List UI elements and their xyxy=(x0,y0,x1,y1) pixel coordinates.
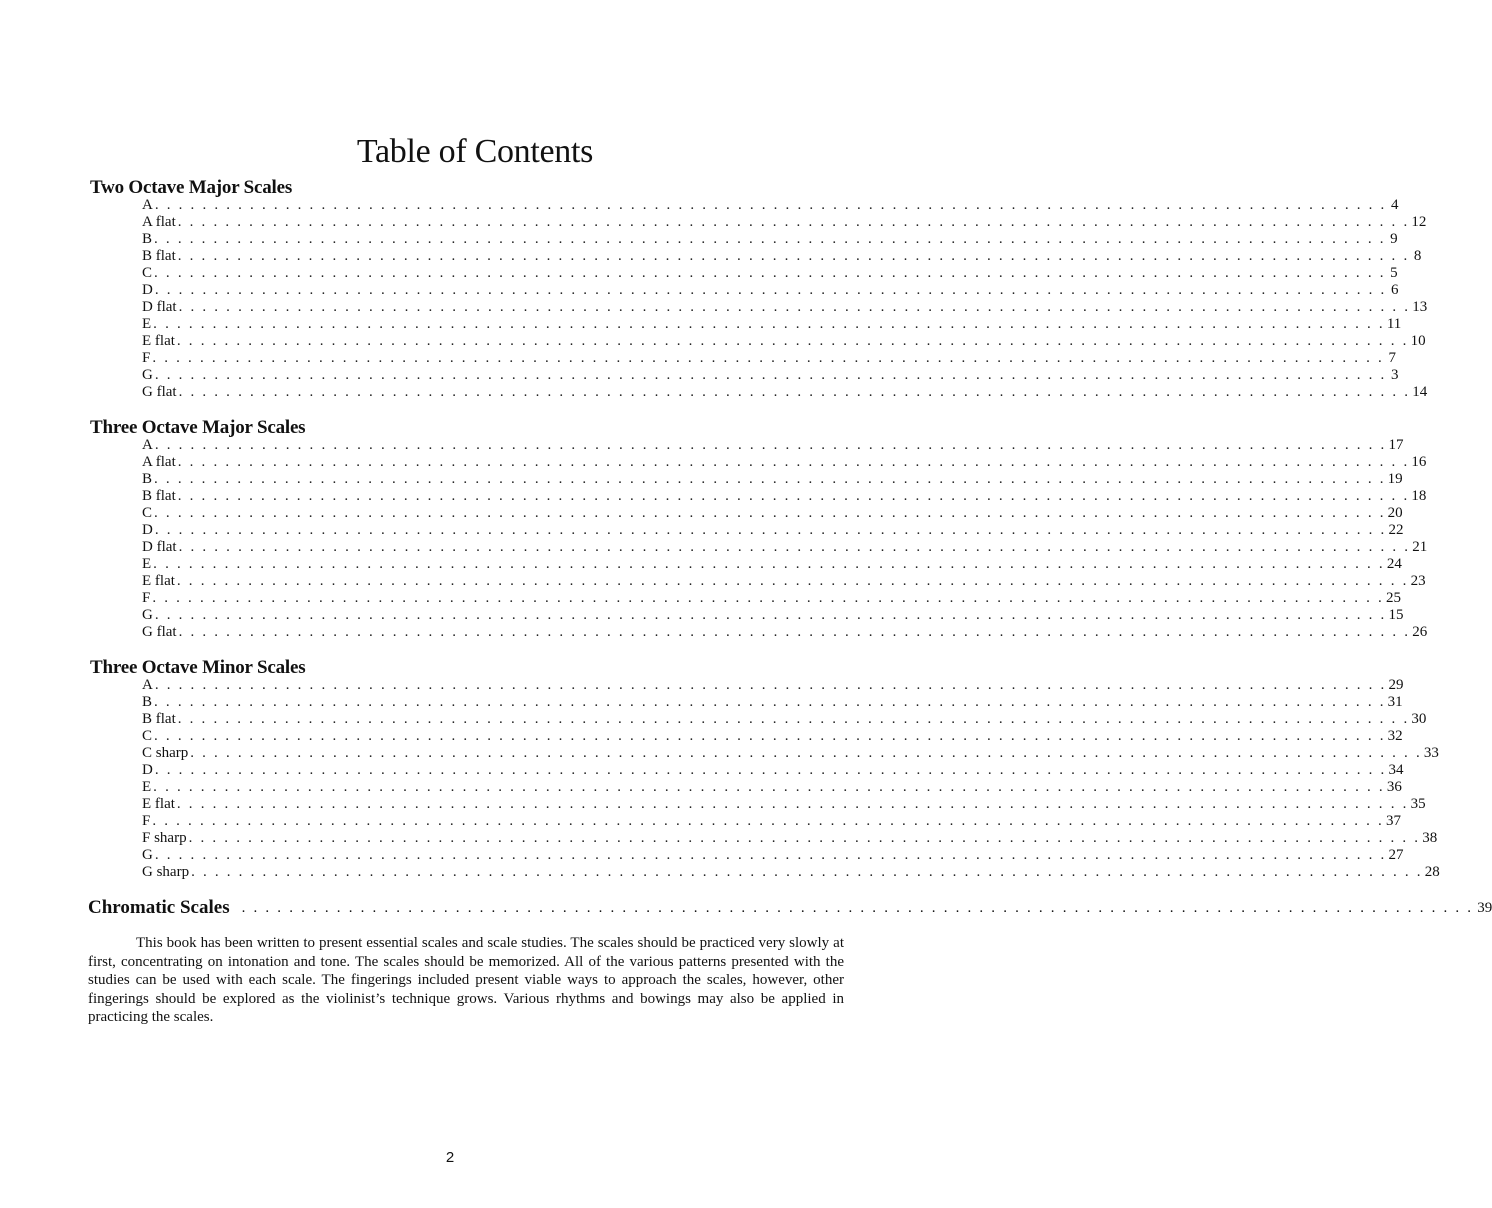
intro-paragraph: This book has been written to present essential scales and scale studies. The scales should be practiced very slowly at first, concentrating on intonation and tone. The scales should be memorized. All of the various patterns presented with the studies can be used with each scale. The fingerings included present viable ways to approach the scales, however, other fingerings should be explored as the violinist’s technique grows. Various rhythms and bowings may also be applied in practicing the scales. xyxy=(88,935,844,1025)
toc-entry[interactable] xyxy=(142,539,1428,556)
entry-label: D xyxy=(142,762,153,778)
entry-label: G xyxy=(142,607,153,623)
entry-page: 5 xyxy=(1390,265,1398,281)
entry-page: 27 xyxy=(1388,847,1404,863)
entry-page: 13 xyxy=(1412,299,1428,315)
toc-entry[interactable] xyxy=(142,813,1401,830)
toc-entry[interactable] xyxy=(142,282,1399,299)
entry-label: F xyxy=(142,813,151,829)
entry-page: 33 xyxy=(1423,745,1439,761)
entry-label: C xyxy=(142,505,153,521)
toc-entry[interactable] xyxy=(142,505,1403,522)
toc-section-three-octave-major xyxy=(90,417,1428,641)
toc-entry[interactable] xyxy=(142,197,1399,214)
dot-leader: . . . . . . . . . . . . . . . . . . . . . . . . . . . . . . . . . . . . . . . . . . . . . . . . . . . . . . . . . . . . . . . . . . . . . . . . . . . . . . . . . . . . . . . . . . . . . . . . . . . . . . . . xyxy=(153,556,1385,572)
entry-page: 32 xyxy=(1387,728,1403,744)
toc-entry[interactable] xyxy=(142,728,1403,745)
entry-label: B xyxy=(142,471,153,487)
toc-entry[interactable] xyxy=(142,607,1404,624)
dot-leader: . . . . . . . . . . . . . . . . . . . . . . . . . . . . . . . . . . . . . . . . . . . . . . . . . . . . . . . . . . . . . . . . . . . . . . . . . . . . . . . . . . . . . . . . . . . . . . . . . . . . . . . . xyxy=(178,384,1411,400)
dot-leader: . . . . . . . . . . . . . . . . . . . . . . . . . . . . . . . . . . . . . . . . . . . . . . . . . . . . . . . . . . . . . . . . . . . . . . . . . . . . . . . . . . . . . . . . . . . . . . . . . . . . . . . . xyxy=(176,333,1409,349)
dot-leader: . . . . . . . . . . . . . . . . . . . . . . . . . . . . . . . . . . . . . . . . . . . . . . . . . . . . . . . . . . . . . . . . . . . . . . . . . . . . . . . . . . . . . . . . . . . . . . . . . . . . . . . . xyxy=(154,282,1387,298)
entry-page: 6 xyxy=(1391,282,1399,298)
entry-label: B flat xyxy=(142,488,176,504)
entry-page: 9 xyxy=(1390,231,1398,247)
entry-label: E flat xyxy=(142,333,175,349)
dot-leader: . . . . . . . . . . . . . . . . . . . . . . . . . . . . . . . . . . . . . . . . . . . . . . . . . . . . . . . . . . . . . . . . . . . . . . . . . . . . . . . . . . . . . . . . . . . . . . . . . . . . . . . . xyxy=(154,677,1387,693)
dot-leader: . . . . . . . . . . . . . . . . . . . . . . . . . . . . . . . . . . . . . . . . . . . . . . . . . . . . . . . . . . . . . . . . . . . . . . . . . . . . . . . . . . . . . . . . . . . . . . . . . . . . . . . . xyxy=(154,231,1386,247)
entry-label: F xyxy=(142,590,151,606)
entry-page: 10 xyxy=(1410,333,1426,349)
toc-entry[interactable] xyxy=(142,367,1399,384)
section-heading: Three Octave Major Scales xyxy=(90,417,306,438)
entry-label: B flat xyxy=(142,248,176,264)
entry-page: 22 xyxy=(1388,522,1404,538)
toc-entry[interactable] xyxy=(142,677,1404,694)
entry-page: 4 xyxy=(1391,197,1399,213)
entry-page: 15 xyxy=(1388,607,1404,623)
entry-page: 31 xyxy=(1387,694,1403,710)
toc-entry[interactable] xyxy=(142,711,1427,728)
toc-entry[interactable] xyxy=(142,316,1402,333)
toc-entry[interactable] xyxy=(142,231,1398,248)
entry-page: 12 xyxy=(1411,214,1427,230)
dot-leader: . . . . . . . . . . . . . . . . . . . . . . . . . . . . . . . . . . . . . . . . . . . . . . . . . . . . . . . . . . . . . . . . . . . . . . . . . . . . . . . . . . . . . . . . . . . . . . . . . . . . . . . . xyxy=(241,900,1474,916)
toc-entry[interactable] xyxy=(142,864,1440,881)
entry-label: E flat xyxy=(142,573,175,589)
dot-leader: . . . . . . . . . . . . . . . . . . . . . . . . . . . . . . . . . . . . . . . . . . . . . . . . . . . . . . . . . . . . . . . . . . . . . . . . . . . . . . . . . . . . . . . . . . . . . . . . . . . . . . . . xyxy=(177,711,1410,727)
entry-label: A xyxy=(142,197,153,213)
entry-label: B xyxy=(142,694,153,710)
dot-leader: . . . . . . . . . . . . . . . . . . . . . . . . . . . . . . . . . . . . . . . . . . . . . . . . . . . . . . . . . . . . . . . . . . . . . . . . . . . . . . . . . . . . . . . . . . . . . . . . . . . . . . . . xyxy=(154,694,1386,710)
entry-label: D flat xyxy=(142,539,177,555)
toc-entry[interactable] xyxy=(142,333,1426,350)
entry-label: E xyxy=(142,556,152,572)
entry-page: 26 xyxy=(1412,624,1428,640)
toc-entry[interactable] xyxy=(142,779,1402,796)
toc-entry[interactable] xyxy=(142,265,1398,282)
toc-entries xyxy=(142,437,1428,641)
entry-label: A flat xyxy=(142,454,176,470)
dot-leader: . . . . . . . . . . . . . . . . . . . . . . . . . . . . . . . . . . . . . . . . . . . . . . . . . . . . . . . . . . . . . . . . . . . . . . . . . . . . . . . . . . . . . . . . . . . . . . . . . . . . . . . . xyxy=(154,607,1387,623)
dot-leader: . . . . . . . . . . . . . . . . . . . . . . . . . . . . . . . . . . . . . . . . . . . . . . . . . . . . . . . . . . . . . . . . . . . . . . . . . . . . . . . . . . . . . . . . . . . . . . . . . . . . . . . . xyxy=(153,316,1385,332)
toc-entry[interactable] xyxy=(142,590,1401,607)
toc-entry[interactable] xyxy=(142,350,1396,367)
dot-leader: . . . . . . . . . . . . . . . . . . . . . . . . . . . . . . . . . . . . . . . . . . . . . . . . . . . . . . . . . . . . . . . . . . . . . . . . . . . . . . . . . . . . . . . . . . . . . . . . . . . . . . . . xyxy=(178,539,1411,555)
entry-page: 34 xyxy=(1388,762,1404,778)
section-heading: Three Octave Minor Scales xyxy=(90,657,306,678)
dot-leader: . . . . . . . . . . . . . . . . . . . . . . . . . . . . . . . . . . . . . . . . . . . . . . . . . . . . . . . . . . . . . . . . . . . . . . . . . . . . . . . . . . . . . . . . . . . . . . . . . . . . . . . . xyxy=(154,847,1387,863)
entry-page: 16 xyxy=(1411,454,1427,470)
entry-label: G flat xyxy=(142,384,177,400)
entry-page: 11 xyxy=(1386,316,1402,332)
dot-leader: . . . . . . . . . . . . . . . . . . . . . . . . . . . . . . . . . . . . . . . . . . . . . . . . . . . . . . . . . . . . . . . . . . . . . . . . . . . . . . . . . . . . . . . . . . . . . . . . . . . . . . . . xyxy=(153,779,1385,795)
dot-leader: . . . . . . . . . . . . . . . . . . . . . . . . . . . . . . . . . . . . . . . . . . . . . . . . . . . . . . . . . . . . . . . . . . . . . . . . . . . . . . . . . . . . . . . . . . . . . . . . . . . . . . . . xyxy=(152,813,1384,829)
entry-page: 7 xyxy=(1388,350,1396,366)
dot-leader: . . . . . . . . . . . . . . . . . . . . . . . . . . . . . . . . . . . . . . . . . . . . . . . . . . . . . . . . . . . . . . . . . . . . . . . . . . . . . . . . . . . . . . . . . . . . . . . . . . . . . . . . xyxy=(177,488,1410,504)
section-heading: Two Octave Major Scales xyxy=(90,177,293,198)
dot-leader: . . . . . . . . . . . . . . . . . . . . . . . . . . . . . . . . . . . . . . . . . . . . . . . . . . . . . . . . . . . . . . . . . . . . . . . . . . . . . . . . . . . . . . . . . . . . . . . . . . . . . . . . xyxy=(154,197,1387,213)
entry-label: E flat xyxy=(142,796,175,812)
entry-page: 14 xyxy=(1412,384,1428,400)
entry-label: E xyxy=(142,316,152,332)
page-title: Table of Contents xyxy=(356,133,594,170)
dot-leader: . . . . . . . . . . . . . . . . . . . . . . . . . . . . . . . . . . . . . . . . . . . . . . . . . . . . . . . . . . . . . . . . . . . . . . . . . . . . . . . . . . . . . . . . . . . . . . . . . . . . . . . . xyxy=(152,590,1384,606)
entry-label: D xyxy=(142,522,153,538)
entry-page: 25 xyxy=(1386,590,1401,606)
entry-label: A flat xyxy=(142,214,176,230)
toc-entries xyxy=(142,197,1428,401)
dot-leader: . . . . . . . . . . . . . . . . . . . . . . . . . . . . . . . . . . . . . . . . . . . . . . . . . . . . . . . . . . . . . . . . . . . . . . . . . . . . . . . . . . . . . . . . . . . . . . . . . . . . . . . . xyxy=(152,350,1384,366)
entry-page: 38 xyxy=(1422,830,1438,846)
entry-label: C xyxy=(142,265,153,281)
entry-page: 30 xyxy=(1411,711,1427,727)
dot-leader: . . . . . . . . . . . . . . . . . . . . . . . . . . . . . . . . . . . . . . . . . . . . . . . . . . . . . . . . . . . . . . . . . . . . . . . . . . . . . . . . . . . . . . . . . . . . . . . . . . . . . . . . xyxy=(176,573,1409,589)
toc-entry[interactable] xyxy=(142,762,1404,779)
toc-entry[interactable] xyxy=(142,454,1427,471)
dot-leader: . . . . . . . . . . . . . . . . . . . . . . . . . . . . . . . . . . . . . . . . . . . . . . . . . . . . . . . . . . . . . . . . . . . . . . . . . . . . . . . . . . . . . . . . . . . . . . . . . . . . . . . . xyxy=(154,367,1387,383)
dot-leader: . . . . . . . . . . . . . . . . . . . . . . . . . . . . . . . . . . . . . . . . . . . . . . . . . . . . . . . . . . . . . . . . . . . . . . . . . . . . . . . . . . . . . . . . . . . . . . . . . . . . . . . . xyxy=(154,728,1386,744)
entry-page: 3 xyxy=(1391,367,1399,383)
toc-entry[interactable] xyxy=(142,624,1428,641)
toc-entry[interactable] xyxy=(142,847,1404,864)
entry-label: F xyxy=(142,350,151,366)
entry-page: 18 xyxy=(1411,488,1427,504)
entry-page: 24 xyxy=(1386,556,1402,572)
entry-label: D xyxy=(142,282,153,298)
entry-label: E xyxy=(142,779,152,795)
entry-label: G flat xyxy=(142,624,177,640)
entry-page: 37 xyxy=(1386,813,1401,829)
entry-label: D flat xyxy=(142,299,177,315)
entry-page: 17 xyxy=(1388,437,1404,453)
dot-leader: . . . . . . . . . . . . . . . . . . . . . . . . . . . . . . . . . . . . . . . . . . . . . . . . . . . . . . . . . . . . . . . . . . . . . . . . . . . . . . . . . . . . . . . . . . . . . . . . . . . . . . . . xyxy=(188,830,1421,846)
dot-leader: . . . . . . . . . . . . . . . . . . . . . . . . . . . . . . . . . . . . . . . . . . . . . . . . . . . . . . . . . . . . . . . . . . . . . . . . . . . . . . . . . . . . . . . . . . . . . . . . . . . . . . . . xyxy=(178,299,1411,315)
toc-entry[interactable] xyxy=(142,573,1426,590)
entry-page: 28 xyxy=(1424,864,1440,880)
page-number: 2 xyxy=(445,1149,455,1166)
dot-leader: . . . . . . . . . . . . . . . . . . . . . . . . . . . . . . . . . . . . . . . . . . . . . . . . . . . . . . . . . . . . . . . . . . . . . . . . . . . . . . . . . . . . . . . . . . . . . . . . . . . . . . . . xyxy=(154,762,1387,778)
entry-label: A xyxy=(142,677,153,693)
entry-page: 35 xyxy=(1410,796,1426,812)
entry-label: G xyxy=(142,367,153,383)
entry-label: C xyxy=(142,728,153,744)
dot-leader: . . . . . . . . . . . . . . . . . . . . . . . . . . . . . . . . . . . . . . . . . . . . . . . . . . . . . . . . . . . . . . . . . . . . . . . . . . . . . . . . . . . . . . . . . . . . . . . . . . . . . . . . xyxy=(154,265,1386,281)
toc-entry[interactable] xyxy=(142,694,1403,711)
entry-label: C sharp xyxy=(142,745,189,761)
entry-label: A xyxy=(142,437,153,453)
entry-label: B xyxy=(142,231,153,247)
dot-leader: . . . . . . . . . . . . . . . . . . . . . . . . . . . . . . . . . . . . . . . . . . . . . . . . . . . . . . . . . . . . . . . . . . . . . . . . . . . . . . . . . . . . . . . . . . . . . . . . . . . . . . . . xyxy=(154,471,1386,487)
entry-label: G sharp xyxy=(142,864,190,880)
toc-entry[interactable] xyxy=(142,522,1404,539)
entry-label: B flat xyxy=(142,711,176,727)
toc-entry-chromatic-scales[interactable] xyxy=(88,897,1492,919)
entry-page: 8 xyxy=(1413,248,1422,264)
dot-leader: . . . . . . . . . . . . . . . . . . . . . . . . . . . . . . . . . . . . . . . . . . . . . . . . . . . . . . . . . . . . . . . . . . . . . . . . . . . . . . . . . . . . . . . . . . . . . . . . . . . . . . . . xyxy=(191,864,1423,880)
entry-page: 36 xyxy=(1386,779,1402,795)
toc-entry[interactable] xyxy=(142,556,1402,573)
entry-page: 19 xyxy=(1387,471,1403,487)
dot-leader: . . . . . . . . . . . . . . . . . . . . . . . . . . . . . . . . . . . . . . . . . . . . . . . . . . . . . . . . . . . . . . . . . . . . . . . . . . . . . . . . . . . . . . . . . . . . . . . . . . . . . . . . xyxy=(177,214,1410,230)
toc-entry[interactable] xyxy=(142,437,1404,454)
dot-leader: . . . . . . . . . . . . . . . . . . . . . . . . . . . . . . . . . . . . . . . . . . . . . . . . . . . . . . . . . . . . . . . . . . . . . . . . . . . . . . . . . . . . . . . . . . . . . . . . . . . . . . . . xyxy=(177,248,1410,264)
dot-leader: . . . . . . . . . . . . . . . . . . . . . . . . . . . . . . . . . . . . . . . . . . . . . . . . . . . . . . . . . . . . . . . . . . . . . . . . . . . . . . . . . . . . . . . . . . . . . . . . . . . . . . . . xyxy=(154,437,1387,453)
chromatic-label: Chromatic Scales xyxy=(88,897,230,918)
toc-entry[interactable] xyxy=(142,248,1422,265)
toc-entry[interactable] xyxy=(142,471,1403,488)
toc-section-two-octave-major xyxy=(90,177,1428,401)
dot-leader: . . . . . . . . . . . . . . . . . . . . . . . . . . . . . . . . . . . . . . . . . . . . . . . . . . . . . . . . . . . . . . . . . . . . . . . . . . . . . . . . . . . . . . . . . . . . . . . . . . . . . . . . xyxy=(176,796,1409,812)
entry-label: G xyxy=(142,847,153,863)
entry-page: 23 xyxy=(1410,573,1426,589)
toc-section-three-octave-minor xyxy=(90,657,1440,881)
toc-entry[interactable] xyxy=(142,488,1427,505)
dot-leader: . . . . . . . . . . . . . . . . . . . . . . . . . . . . . . . . . . . . . . . . . . . . . . . . . . . . . . . . . . . . . . . . . . . . . . . . . . . . . . . . . . . . . . . . . . . . . . . . . . . . . . . . xyxy=(190,745,1422,761)
toc-entry[interactable] xyxy=(142,745,1439,762)
toc-entry[interactable] xyxy=(142,299,1428,316)
entry-page: 20 xyxy=(1387,505,1403,521)
toc-entry[interactable] xyxy=(142,214,1427,231)
toc-entry[interactable] xyxy=(142,796,1426,813)
entry-page: 21 xyxy=(1412,539,1428,555)
toc-entry[interactable] xyxy=(142,384,1428,401)
dot-leader: . . . . . . . . . . . . . . . . . . . . . . . . . . . . . . . . . . . . . . . . . . . . . . . . . . . . . . . . . . . . . . . . . . . . . . . . . . . . . . . . . . . . . . . . . . . . . . . . . . . . . . . . xyxy=(154,522,1387,538)
dot-leader: . . . . . . . . . . . . . . . . . . . . . . . . . . . . . . . . . . . . . . . . . . . . . . . . . . . . . . . . . . . . . . . . . . . . . . . . . . . . . . . . . . . . . . . . . . . . . . . . . . . . . . . . xyxy=(177,454,1410,470)
entry-label: F sharp xyxy=(142,830,187,846)
dot-leader: . . . . . . . . . . . . . . . . . . . . . . . . . . . . . . . . . . . . . . . . . . . . . . . . . . . . . . . . . . . . . . . . . . . . . . . . . . . . . . . . . . . . . . . . . . . . . . . . . . . . . . . . xyxy=(178,624,1411,640)
entry-page: 29 xyxy=(1388,677,1404,693)
toc-entry[interactable] xyxy=(142,830,1438,847)
chromatic-page: 39 xyxy=(1477,900,1492,916)
toc-entries xyxy=(142,677,1440,881)
dot-leader: . . . . . . . . . . . . . . . . . . . . . . . . . . . . . . . . . . . . . . . . . . . . . . . . . . . . . . . . . . . . . . . . . . . . . . . . . . . . . . . . . . . . . . . . . . . . . . . . . . . . . . . . xyxy=(154,505,1386,521)
